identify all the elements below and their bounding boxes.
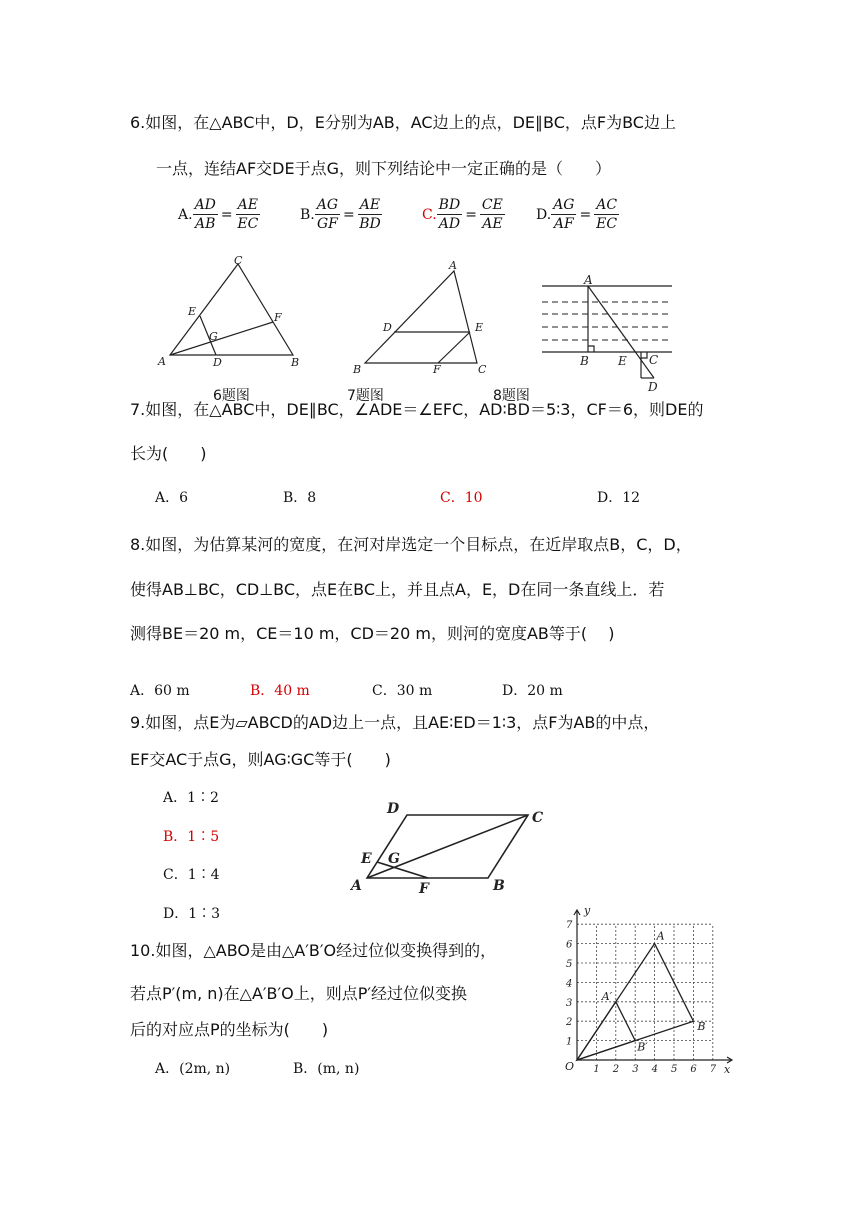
q6-option-b[interactable]: B. $\frac{AG}{GF}$ = $\frac{AE}{BD}$ xyxy=(300,197,381,232)
q10-line1: 10.如图，△ABO是由△A′B′O经过位似变换得到的， xyxy=(130,941,497,960)
figure-10-coordinate-grid xyxy=(560,900,740,1080)
q6-line2: 一点，连结AF交DE于点G，则下列结论中一定正确的是（ ） xyxy=(156,159,611,178)
q8-line2: 使得AB⊥BC，CD⊥BC，点E在BC上，并且点A，E，D在同一条直线上．若 xyxy=(130,580,665,599)
fig7-label-b: B xyxy=(353,363,362,376)
fig6-label-c: C xyxy=(234,254,243,267)
fig6-label-a: A xyxy=(158,355,166,368)
fig10-x-tick-label: 3 xyxy=(632,1064,639,1075)
fig10-y-tick-label: 4 xyxy=(566,978,573,990)
q7-option-c[interactable]: C．10 xyxy=(440,490,483,506)
q7-option-b[interactable]: B．8 xyxy=(283,490,317,506)
q7-option-d[interactable]: D．12 xyxy=(597,490,641,506)
q10-option-a[interactable]: A．(2m, n) xyxy=(155,1061,231,1077)
q8-line1: 8.如图，为估算某河的宽度，在河对岸选定一个目标点，在近岸取点B，C，D， xyxy=(130,535,692,554)
fig8-label-d: D xyxy=(648,380,658,394)
fig9-label-f: F xyxy=(419,881,429,895)
fig6-caption: 6题图 xyxy=(213,388,250,404)
q9-line1: 9.如图，点E为▱ABCD的AD边上一点，且AE∶ED＝1∶3，点F为AB的中点， xyxy=(130,713,660,732)
q7-line1: 7.如图，在△ABC中，DE∥BC，∠ADE＝∠EFC，AD∶BD＝5∶3，CF＝6，则DE的 xyxy=(130,400,704,419)
q8-option-d[interactable]: D．20 m xyxy=(502,683,563,699)
figure-8 xyxy=(538,270,678,395)
fig6-label-f: F xyxy=(274,311,282,324)
q7-option-a[interactable]: A．6 xyxy=(155,490,189,506)
fig10-x-tick-label: 7 xyxy=(709,1064,717,1075)
fig10-point-label: A xyxy=(656,929,665,943)
fig7-label-d: D xyxy=(383,321,392,334)
fig10-x-tick-label: 2 xyxy=(612,1064,620,1075)
fig10-y-tick-label: 5 xyxy=(566,959,573,970)
q6-line1: 6.如图，在△ABC中，D，E分别为AB，AC边上的点，DE∥BC，点F为BC边上 xyxy=(130,113,676,132)
q8-line3: 测得BE＝20 m，CE＝10 m，CD＝20 m，则河的宽度AB等于( ) xyxy=(130,624,615,643)
fig10-y-tick-label: 7 xyxy=(566,920,573,932)
fig10-x-tick-label: 4 xyxy=(651,1064,658,1075)
fig10-point-label: B xyxy=(697,1020,706,1034)
fig8-label-a: A xyxy=(584,273,593,287)
q10-line3: 后的对应点P的坐标为( ) xyxy=(130,1020,329,1039)
q9-option-a[interactable]: A．1∶2 xyxy=(163,790,219,806)
q6-option-d[interactable]: D. $\frac{AG}{AF}$ = $\frac{AC}{EC}$ xyxy=(536,197,618,232)
fig10-x-tick-label: 5 xyxy=(671,1064,678,1075)
q6-option-c[interactable]: C. $\frac{BD}{AD}$ = $\frac{CE}{AE}$ xyxy=(422,197,503,232)
fig10-point-label: B′ xyxy=(637,1040,648,1054)
fig7-caption: 7题图 xyxy=(347,388,384,404)
fig10-triangle-a1b1o xyxy=(577,1002,635,1060)
fig10-y-tick-label: 6 xyxy=(566,939,573,951)
fig8-label-e: E xyxy=(618,354,627,368)
fig10-point-label: A′ xyxy=(601,989,613,1003)
q10-line2: 若点P′(m, n)在△A′B′O上，则点P′经过位似变换 xyxy=(130,984,468,1003)
q8-option-b[interactable]: B．40 m xyxy=(250,683,310,699)
fig7-label-c: C xyxy=(478,363,487,376)
fig9-label-e: E xyxy=(361,851,372,867)
figure-9 xyxy=(345,795,555,895)
fig6-label-d: D xyxy=(213,356,222,369)
fig8-label-c: C xyxy=(649,353,659,367)
fig9-label-d: D xyxy=(387,801,400,817)
fig6-label-b: B xyxy=(291,356,300,369)
fig8-caption: 8题图 xyxy=(493,388,530,404)
q8-option-a[interactable]: A．60 m xyxy=(130,683,190,699)
q9-line2: EF交AC于点G，则AG∶GC等于( ) xyxy=(130,750,391,769)
q6-option-a[interactable]: A. $\frac{AD}{AB}$ = $\frac{AE}{EC}$ xyxy=(178,197,259,232)
fig10-y-tick-label: 1 xyxy=(566,1036,573,1048)
fig6-label-e: E xyxy=(188,305,197,318)
fig7-label-e: E xyxy=(475,321,484,334)
fig7-label-f: F xyxy=(433,363,441,376)
q7-line2: 长为( ) xyxy=(130,444,207,463)
fig8-label-b: B xyxy=(580,354,589,368)
fig7-label-a: A xyxy=(449,259,457,272)
fig9-label-c: C xyxy=(532,810,544,826)
fig6-label-g: G xyxy=(209,330,218,343)
fig9-label-g: G xyxy=(388,851,400,867)
q9-option-d[interactable]: D．1∶3 xyxy=(163,906,221,922)
fig9-label-a: A xyxy=(351,878,362,894)
fig10-y-axis-label: y xyxy=(584,904,591,917)
fig10-y-tick-label: 3 xyxy=(566,997,573,1009)
figure-6 xyxy=(155,252,305,374)
fig9-label-b: B xyxy=(493,878,505,894)
fig10-y-tick-label: 2 xyxy=(566,1017,573,1029)
figure-7 xyxy=(345,255,495,377)
fig10-origin-label: O xyxy=(565,1060,575,1073)
fig10-x-tick-label: 6 xyxy=(690,1064,697,1075)
q10-option-b[interactable]: B．(m, n) xyxy=(293,1061,360,1077)
q9-option-b[interactable]: B．1∶5 xyxy=(163,829,220,845)
fig10-x-tick-label: 1 xyxy=(593,1064,600,1075)
q8-option-c[interactable]: C．30 m xyxy=(372,683,433,699)
q9-option-c[interactable]: C．1∶4 xyxy=(163,867,220,883)
fig10-x-axis-label: x xyxy=(724,1063,731,1076)
